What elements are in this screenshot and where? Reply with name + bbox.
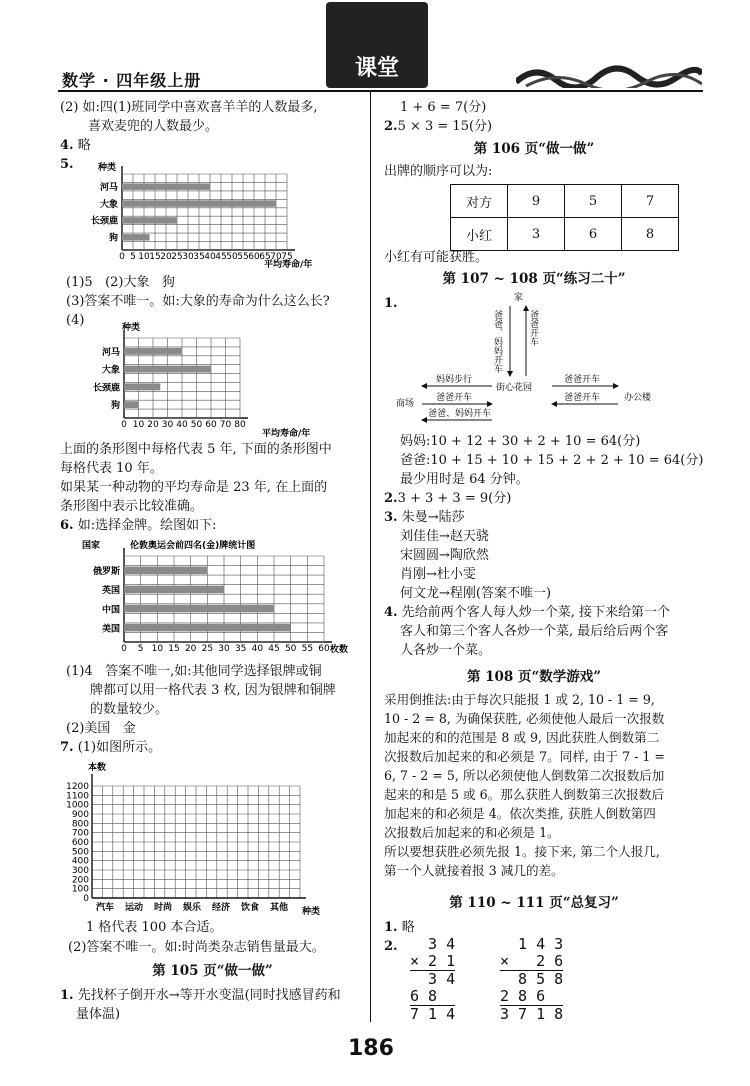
logo-text: 课堂 — [354, 56, 399, 81]
tick-label: 30 — [161, 420, 174, 430]
bar — [124, 383, 160, 390]
answer-line: 10 - 2 = 8, 为确保获胜, 必须使他人最后一次报数 — [384, 711, 665, 726]
question-number: 6. — [60, 518, 74, 533]
table-row — [451, 185, 679, 218]
answer-line: 肖刚→杜小雯 — [400, 567, 476, 582]
answer-line: 3 + 3 + 3 = 9(分) — [397, 491, 512, 506]
chart-xlabel: 平均寿命/年 — [264, 260, 313, 270]
category-label: 狗 — [108, 233, 118, 244]
tick-label: 55 — [237, 252, 249, 262]
tick-label: 10 — [151, 644, 164, 654]
tick-label: 15 — [149, 252, 161, 262]
tick-label: 25 — [171, 252, 183, 262]
chart-ylabel: 本数 — [88, 763, 107, 773]
card-order-table — [450, 184, 679, 251]
route-label: 爸爸、妈妈开车 — [492, 310, 502, 373]
category-label: 时尚 — [154, 903, 173, 913]
answer-line: 上面的条形图中每格代表 5 年, 下面的条形图中 — [60, 442, 332, 457]
table-cell: 3 — [508, 218, 565, 251]
category-label: 长颈鹿 — [90, 216, 118, 227]
tick-label: 300 — [71, 866, 89, 876]
chart-xlabel: 枚数 — [330, 645, 349, 655]
tick-label: 60 — [318, 644, 330, 654]
tick-label: 0 — [121, 644, 127, 654]
tick-label: 30 — [218, 644, 230, 654]
route-label: 爸爸开车 — [436, 393, 473, 403]
mult-row: 1 4 3 — [500, 935, 564, 953]
tick-label: 45 — [215, 252, 227, 262]
question-number: 4. — [60, 138, 74, 153]
column-divider — [370, 92, 371, 1022]
vertical-multiplication-2 — [500, 936, 563, 1023]
answer-line: (1)如图所示。 — [77, 740, 162, 755]
answer-line: 所以要想获胜必须先报 1。接下来, 第二个人报几, — [384, 844, 660, 859]
tick-label: 75 — [281, 252, 293, 262]
answer-line: 最少用时是 64 分钟。 — [400, 472, 529, 487]
answer-line: 朱曼→陆莎 — [401, 510, 465, 525]
answer-line: 加起来的和的范围是 8 或 9, 因此获胜人倒数第二 — [384, 730, 660, 745]
tick-label: 25 — [201, 644, 214, 654]
answer-line: (2)答案不唯一。如:时尚类杂志销售量最大。 — [68, 940, 325, 955]
tick-label: 700 — [71, 828, 89, 839]
question-number: 2. — [384, 491, 398, 506]
tick-label: 35 — [193, 252, 205, 262]
answer-line: (1)5 (2)大象 狗 — [66, 275, 175, 290]
chart-magazine-sales — [62, 760, 342, 918]
answer-line: (4) — [66, 313, 85, 328]
answer-line: 1 格代表 100 本合适。 — [86, 920, 223, 935]
tick-label: 200 — [71, 875, 89, 886]
node-office: 办公楼 — [624, 393, 652, 403]
question-number: 2. — [384, 939, 398, 954]
bar — [124, 401, 139, 408]
tick-label: 50 — [190, 420, 203, 430]
tick-label: 45 — [268, 644, 280, 654]
tick-label: 60 — [248, 252, 260, 262]
question-number: 4. — [384, 605, 398, 620]
table-cell: 7 — [622, 185, 679, 218]
answer-line: 牌都可以用一格代表 3 枚, 因为银牌和铜牌 — [90, 683, 336, 698]
category-label: 俄罗斯 — [92, 567, 120, 578]
tick-label: 80 — [234, 420, 246, 430]
bar — [122, 234, 150, 240]
bar — [124, 366, 211, 373]
page-number: 186 — [348, 1036, 394, 1061]
answer-line: 刘佳佳→赵天骁 — [400, 529, 489, 544]
category-label: 大象 — [99, 199, 118, 210]
chart-xlabel: 种类 — [302, 907, 321, 917]
answer-line: 次报数后加起来的和必须是 1。 — [384, 825, 560, 840]
answer-line: 6, 7 - 2 = 5, 所以必须使他人倒数第二次报数后加 — [384, 768, 665, 783]
mult-row: × 2 1 — [410, 952, 456, 970]
bar — [124, 348, 182, 355]
mult-row: 6 8 — [410, 988, 455, 1006]
table-cell: 6 — [565, 218, 622, 251]
answer-line: 小红有可能获胜。 — [384, 250, 489, 265]
category-label: 中国 — [101, 605, 120, 616]
chart-olympic-gold — [68, 538, 358, 658]
tick-label: 40 — [176, 420, 188, 430]
tick-label: 10 — [132, 420, 145, 430]
chart-ylabel: 种类 — [122, 323, 141, 333]
answer-line: 妈妈:10 + 12 + 30 + 2 + 10 = 64(分) — [400, 434, 641, 449]
question-number: 7. — [60, 740, 74, 755]
category-label: 河马 — [101, 347, 120, 358]
answer-line: 第一个人就接着报 3 减几的差。 — [384, 863, 564, 878]
mult-row: 8 5 8 — [500, 970, 564, 988]
book-title: 数学 · 四年级上册 — [62, 71, 202, 90]
tick-label: 1200 — [66, 782, 89, 792]
answer-line: 略 — [77, 138, 91, 153]
answer-line: 如:选择金牌。绘图如下: — [77, 518, 217, 533]
chart-lifespan-10yr — [72, 318, 332, 440]
chart-ylabel: 国家 — [82, 541, 101, 551]
tick-label: 900 — [71, 810, 89, 820]
answer-line: 爸爸:10 + 15 + 10 + 15 + 2 + 2 + 10 = 64(分) — [400, 453, 704, 468]
chart-title: 伦敦奥运会前四名(金)牌统计图 — [130, 541, 256, 551]
bar — [124, 567, 207, 575]
category-label: 河马 — [99, 182, 118, 193]
answer-line: 先找杯子倒开水→等开水变温(同时找感冒药和 — [77, 988, 341, 1003]
section-heading-110: 第 110 ~ 111 页“总复习” — [449, 895, 619, 911]
bar — [124, 624, 291, 632]
category-label: 大象 — [101, 365, 120, 376]
tick-label: 600 — [71, 838, 89, 848]
answer-line: 喜欢麦兜的人数最少。 — [88, 119, 219, 134]
category-label: 汽车 — [96, 903, 115, 913]
bar — [122, 200, 276, 206]
category-label: 经济 — [212, 903, 231, 913]
mult-row: × 2 6 — [500, 952, 564, 970]
answer-line: 的数量较少。 — [90, 702, 169, 717]
tick-label: 65 — [259, 252, 271, 262]
bar — [124, 586, 224, 594]
mult-row: 7 1 4 — [410, 1005, 456, 1023]
mult-row: 2 8 6 — [500, 988, 563, 1006]
tick-label: 50 — [226, 252, 238, 262]
answer-line: 5 × 3 = 15(分) — [397, 119, 493, 134]
category-label: 运动 — [125, 903, 144, 913]
answer-line: 1 + 6 = 7(分) — [400, 100, 487, 115]
table-row — [451, 218, 679, 251]
route-diagram — [392, 290, 692, 430]
category-label: 美国 — [101, 624, 120, 635]
route-label: 爸爸开车 — [564, 393, 601, 403]
tick-label: 55 — [301, 644, 314, 654]
route-label: 爸爸开车 — [528, 310, 538, 346]
tick-label: 100 — [71, 884, 89, 895]
tick-label: 5 — [137, 644, 144, 654]
question-number: 1. — [60, 988, 74, 1003]
answer-line: 略 — [401, 920, 415, 935]
question-number: 1. — [384, 296, 398, 311]
tick-label: 800 — [71, 819, 89, 830]
category-label: 狗 — [110, 401, 120, 412]
node-park: 街心花园 — [496, 383, 533, 393]
tick-label: 10 — [138, 252, 150, 262]
answer-line: 起来的和是 5 或 6。那么获胜人倒数第三次报数后 — [384, 787, 664, 802]
answer-line: 采用倒推法:由于每次只能报 1 或 2, 10 - 1 = 9, — [384, 692, 655, 707]
answer-line: 如果某一种动物的平均寿命是 23 年, 在上面的 — [60, 480, 328, 495]
answer-line: 客人和第三个客人各炒一个菜, 最后给后两个客 — [400, 624, 669, 639]
answer-line: 次报数后加起来的和必须是 7。同样, 由于 7 - 1 = — [384, 749, 665, 764]
question-number: 1. — [384, 920, 398, 935]
bar — [122, 183, 210, 189]
route-label: 爸爸、妈妈开车 — [428, 409, 492, 419]
tick-label: 40 — [204, 252, 216, 262]
answer-line: (2)美国 金 — [66, 721, 136, 736]
right-column — [384, 98, 492, 136]
tick-label: 20 — [184, 644, 197, 654]
header-rule — [58, 90, 703, 92]
tick-label: 40 — [251, 644, 264, 654]
series-logo — [326, 2, 428, 88]
tick-label: 35 — [234, 644, 247, 654]
answer-line: (1)4 答案不唯一,如:其他同学选择银牌或铜 — [66, 664, 322, 679]
route-label: 妈妈步行 — [436, 375, 473, 385]
node-home: 家 — [514, 293, 524, 303]
node-mall: 商场 — [396, 399, 415, 409]
answer-line: (2) 如:四(1)班同学中喜欢喜羊羊的人数最多, — [60, 100, 318, 115]
mult-row: 3 7 1 8 — [500, 1005, 564, 1023]
tick-label: 1000 — [66, 800, 89, 811]
answer-line: 量体温) — [76, 1007, 121, 1022]
tick-label: 50 — [284, 644, 297, 654]
bar — [122, 217, 177, 223]
table-cell: 5 — [565, 185, 622, 218]
answer-line: 条形图中表示比较准确。 — [60, 499, 204, 514]
header-decoration — [516, 62, 702, 88]
vertical-multiplication-1 — [410, 936, 455, 1023]
answer-line: (3)答案不唯一。如:大象的寿命为什么这么长? — [66, 294, 330, 309]
route-label: 爸爸开车 — [564, 375, 601, 385]
tick-label: 30 — [182, 252, 194, 262]
question-number: 2. — [384, 119, 398, 134]
answer-line: 何文龙→程刚(答案不唯一) — [400, 586, 552, 601]
question-number: 5. — [60, 157, 74, 172]
category-label: 英国 — [101, 586, 120, 597]
category-label: 长颈鹿 — [92, 383, 120, 394]
category-label: 娱乐 — [183, 903, 202, 913]
section-heading-108: 第 108 页“数学游戏” — [466, 669, 602, 685]
answer-line: 出牌的顺序可以为: — [384, 164, 493, 179]
tick-label: 500 — [71, 847, 89, 858]
answer-line: 先给前两个客人每人炒一个菜, 接下来给第一个 — [401, 605, 670, 620]
tick-label: 60 — [205, 420, 217, 430]
tick-label: 15 — [168, 644, 180, 654]
tick-label: 1100 — [66, 791, 89, 802]
table-cell: 对方 — [451, 185, 508, 218]
category-label: 饮食 — [241, 903, 260, 913]
question-number: 3. — [384, 510, 398, 525]
table-cell: 9 — [508, 185, 565, 218]
tick-label: 70 — [270, 252, 282, 262]
tick-label: 5 — [130, 252, 136, 262]
category-label: 其他 — [270, 903, 289, 913]
answer-line: 每格代表 10 年。 — [60, 461, 163, 476]
section-heading-106: 第 106 页“做一做” — [473, 141, 595, 157]
tick-label: 20 — [160, 252, 172, 262]
section-heading-107: 第 107 ~ 108 页“练习二十” — [442, 271, 626, 287]
section-heading-105: 第 105 页“做一做” — [152, 963, 273, 979]
answer-line: 人各炒一个菜。 — [400, 643, 492, 658]
mult-row: 3 4 — [410, 970, 456, 988]
tick-label: 0 — [121, 420, 127, 430]
mult-row: 3 4 — [410, 935, 456, 953]
tick-label: 0 — [83, 894, 89, 904]
table-cell: 8 — [622, 218, 679, 251]
chart-xlabel: 平均寿命/年 — [262, 429, 311, 439]
answer-line: 加起来的和必须是 4。依次类推, 获胜人倒数第四 — [384, 806, 656, 821]
tick-label: 70 — [219, 420, 232, 430]
chart-ylabel: 种类 — [98, 163, 117, 173]
tick-label: 20 — [147, 420, 159, 430]
chart-lifespan-5yr — [72, 160, 332, 270]
tick-label: 400 — [71, 856, 89, 867]
bar — [124, 605, 274, 613]
tick-label: 0 — [119, 252, 125, 262]
answer-line: 宋圆圆→陶欣然 — [400, 548, 489, 563]
table-cell: 小红 — [451, 218, 508, 251]
